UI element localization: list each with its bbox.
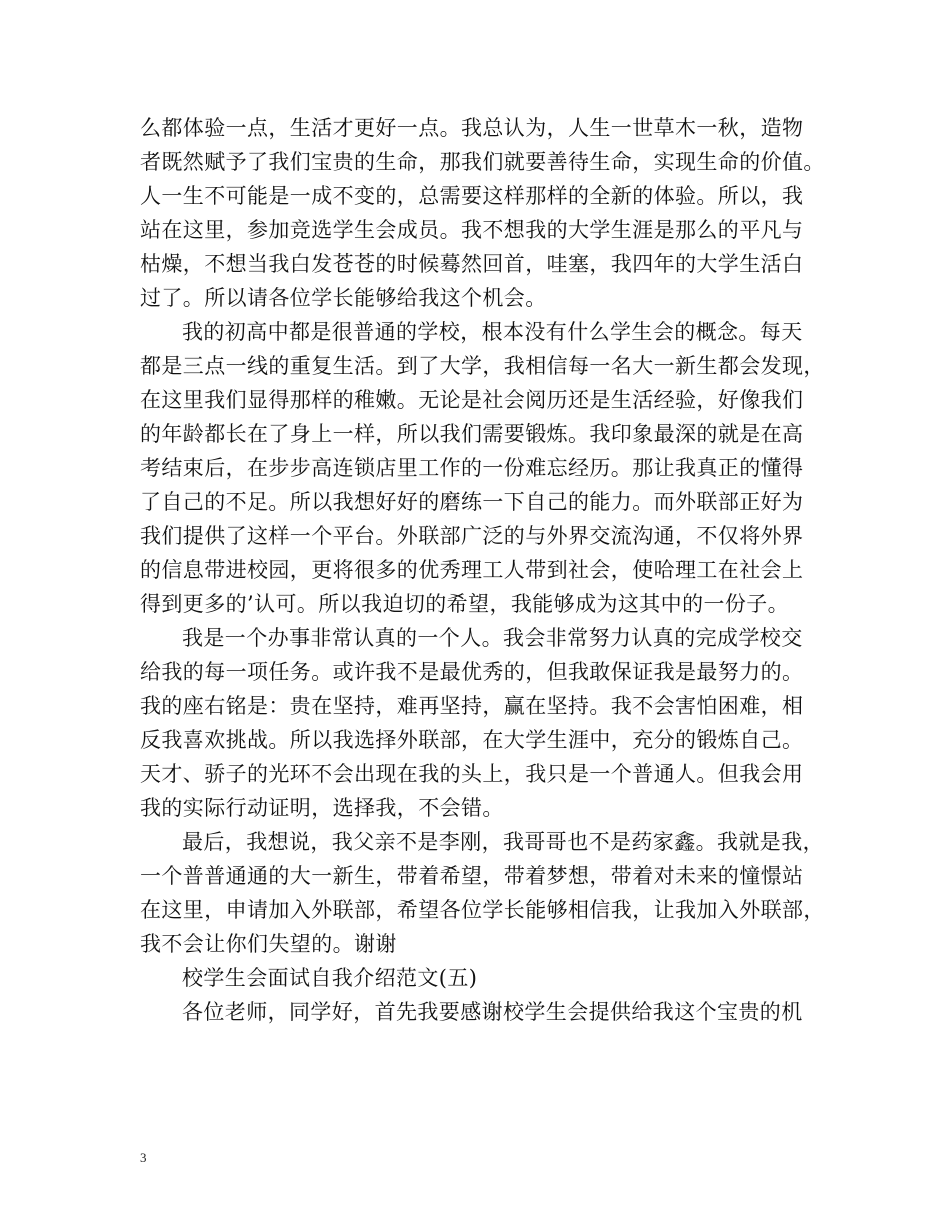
- text-line: 过了。所以请各位学长能够给我这个机会。: [140, 286, 547, 310]
- text-line: 的年龄都长在了身上一样，所以我们需要锻炼。我印象最深的就是在高: [140, 422, 804, 446]
- text-line: 反我喜欢挑战。所以我选择外联部，在大学生涯中，充分的锻炼自己。: [140, 728, 804, 752]
- document-body: [140, 111, 825, 1029]
- text-line: 一个普普通通的大一新生，带着希望，带着梦想，带着对未来的憧憬站: [140, 864, 804, 888]
- text-line: 最后，我想说，我父亲不是李刚，我哥哥也不是药家鑫。我就是我，: [182, 830, 824, 854]
- text-line: 的信息带进校园，更将很多的优秀理工人带到社会，使哈理工在社会上: [140, 558, 804, 582]
- text-line: 我的实际行动证明，选择我，不会错。: [140, 796, 504, 820]
- text-line: 我不会让你们失望的。谢谢: [140, 932, 397, 956]
- text-line: 在这里，申请加入外联部，希望各位学长能够相信我，让我加入外联部，: [140, 898, 825, 922]
- text-line: 我的初高中都是很普通的学校，根本没有什么学生会的概念。每天: [182, 320, 803, 344]
- text-line: 人一生不可能是一成不变的，总需要这样那样的全新的体验。所以，我: [140, 184, 804, 208]
- text-line: 者既然赋予了我们宝贵的生命，那我们就要善待生命，实现生命的价值。: [140, 150, 825, 174]
- text-line: 枯燥，不想当我白发苍苍的时候蓦然回首，哇塞，我四年的大学生活白: [140, 252, 804, 276]
- text-line: 得到更多的’认可。所以我迫切的希望，我能够成为这其中的一份子。: [140, 592, 790, 616]
- text-line: 都是三点一线的重复生活。到了大学，我相信每一名大一新生都会发现，: [140, 354, 825, 378]
- text-line: 我是一个办事非常认真的一个人。我会非常努力认真的完成学校交: [182, 626, 803, 650]
- text-line: 各位老师，同学好，首先我要感谢校学生会提供给我这个宝贵的机: [182, 1000, 803, 1024]
- text-line: 考结束后，在步步高连锁店里工作的一份难忘经历。那让我真正的懂得: [140, 456, 804, 480]
- text-line: 么都体验一点，生活才更好一点。我总认为，人生一世草木一秋，造物: [140, 116, 804, 140]
- text-line: 在这里我们显得那样的稚嫩。无论是社会阅历还是生活经验，好像我们: [140, 388, 804, 412]
- text-line: 给我的每一项任务。或许我不是最优秀的，但我敢保证我是最努力的。: [140, 660, 804, 684]
- text-line: 我们提供了这样一个平台。外联部广泛的与外界交流沟通，不仅将外界: [140, 524, 804, 548]
- text-line: 校学生会面试自我介绍范文(五): [182, 966, 478, 990]
- text-line: 我的座右铭是：贵在坚持，难再坚持，赢在坚持。我不会害怕困难，相: [140, 694, 804, 718]
- text-line: 了自己的不足。所以我想好好的磨练一下自己的能力。而外联部正好为: [140, 490, 804, 514]
- text-line: 站在这里，参加竞选学生会成员。我不想我的大学生涯是那么的平凡与: [140, 218, 804, 242]
- page-number: 3: [140, 1150, 147, 1165]
- text-line: 天才、骄子的光环不会出现在我的头上，我只是一个普通人。但我会用: [140, 762, 804, 786]
